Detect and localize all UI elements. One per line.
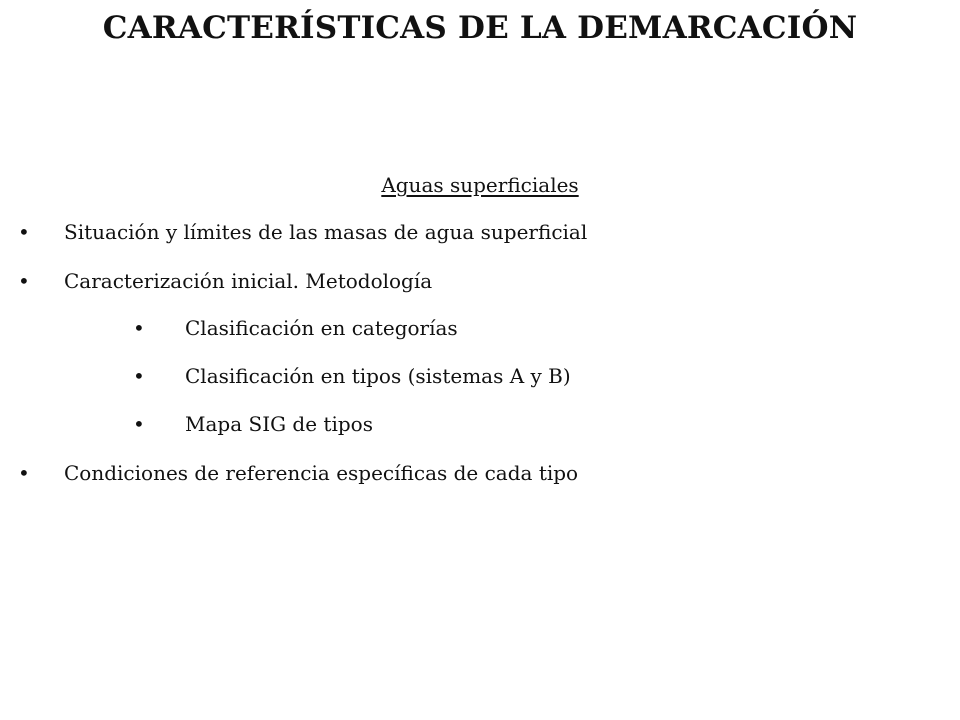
bullet-icon: •	[18, 269, 30, 293]
list-item	[0, 313, 960, 343]
list-item	[0, 266, 960, 296]
slide-title: CARACTERÍSTICAS DE LA DEMARCACIÓN	[102, 10, 858, 46]
list-item-text: Mapa SIG de tipos	[185, 412, 373, 436]
list-item	[0, 458, 960, 488]
bullet-icon: •	[18, 220, 30, 244]
list-item	[0, 217, 960, 247]
bullet-icon: •	[133, 364, 145, 388]
bullet-icon: •	[18, 461, 30, 485]
list-item-text: Condiciones de referencia específicas de cada tipo	[64, 461, 579, 485]
list-item-text: Clasificación en categorías	[185, 316, 458, 340]
list-item-text: Clasificación en tipos (sistemas A y B)	[185, 364, 571, 388]
bullet-icon: •	[133, 412, 145, 436]
list-item-text: Situación y límites de las masas de agua superficial	[64, 220, 588, 244]
list-item-text: Caracterización inicial. Metodología	[64, 269, 433, 293]
section-heading: Aguas superficiales	[381, 173, 579, 197]
list-item	[0, 361, 960, 391]
bullet-icon: •	[133, 316, 145, 340]
list-item	[0, 409, 960, 439]
